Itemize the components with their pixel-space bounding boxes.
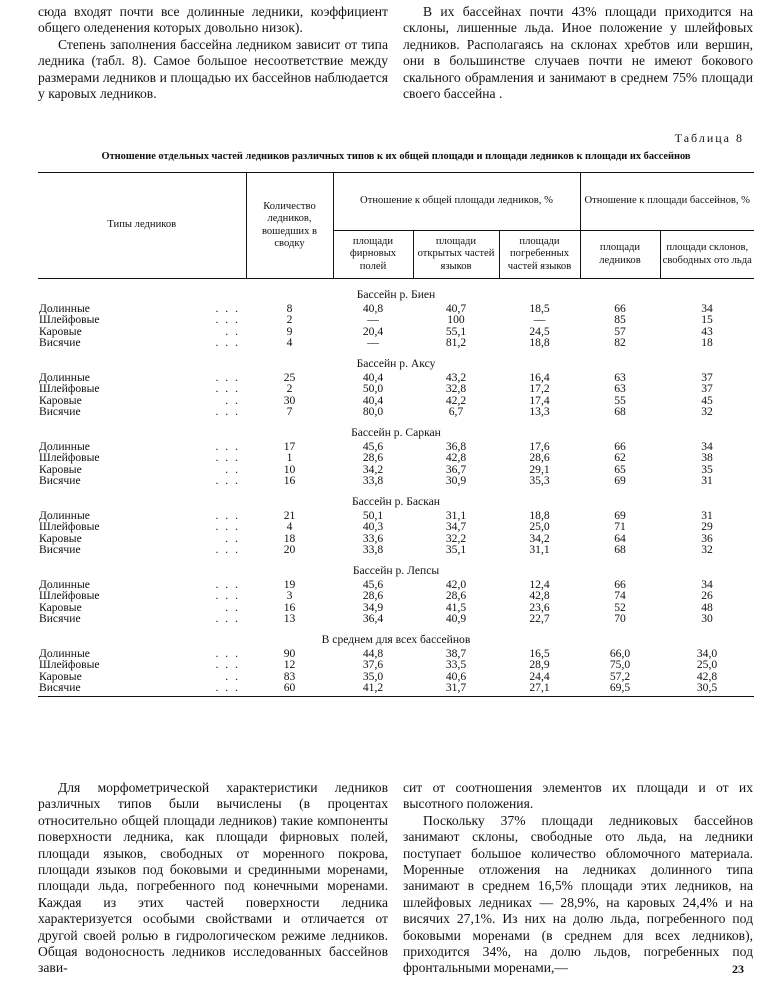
value-cell: 38,7 bbox=[445, 647, 467, 661]
leader-dots: . . . bbox=[215, 611, 240, 625]
table-row bbox=[38, 613, 754, 624]
value-cell: 81,2 bbox=[445, 335, 467, 349]
paragraph: Для морфометрической характеристики ледников различных типов были вычислены (в процентах относительно общей площади ледников) такие компоненты поверхности ледника, как площади фирновых полей, площади языков, свободных от моренного покрова, площади языков под боковыми и срединными моренами, площади льда, погребенного под конечными моренами. Каждая из этих частей поверхности ледника характеризуется особыми свойствами и отличается от другой своей ролью в гидрологическом режиме ледников. Общая водоносность ледников исследованных бассейнов зави- bbox=[38, 780, 388, 976]
value-cell: 34 bbox=[701, 578, 713, 592]
table-row bbox=[38, 510, 754, 521]
value-cell: 40,8 bbox=[362, 302, 384, 316]
section-row bbox=[38, 348, 754, 372]
value-cell: 34,2 bbox=[529, 531, 550, 545]
value-cell: 38 bbox=[701, 451, 713, 465]
value-cell: 65 bbox=[614, 462, 626, 476]
leader-dots: . . . bbox=[215, 451, 240, 465]
leader-dots: . . . bbox=[215, 302, 240, 316]
paragraph: сит от соотношения элементов их площади и от их высотного положения. bbox=[403, 780, 753, 812]
value-cell: 6,7 bbox=[448, 404, 464, 418]
value-cell: 45 bbox=[701, 393, 713, 407]
type-label: Каровые bbox=[39, 600, 82, 614]
value-cell: 3 bbox=[286, 589, 293, 603]
value-cell: 4 bbox=[286, 520, 293, 534]
value-cell: — bbox=[533, 313, 546, 327]
type-label: Шлейфовые bbox=[39, 658, 100, 672]
glacier-table bbox=[38, 172, 754, 697]
value-cell: 17 bbox=[283, 440, 296, 454]
value-cell: 24,5 bbox=[529, 324, 550, 338]
value-cell: 75,0 bbox=[609, 658, 631, 672]
value-cell: 26 bbox=[701, 589, 713, 603]
value-cell: 42,2 bbox=[445, 393, 467, 407]
value-cell: 42,8 bbox=[529, 589, 550, 603]
leader-dots: . . . bbox=[215, 647, 240, 661]
table-row bbox=[38, 648, 754, 659]
type-label: Каровые bbox=[39, 393, 82, 407]
leader-dots: . . . bbox=[215, 680, 240, 694]
value-cell: 37,6 bbox=[362, 658, 384, 672]
value-cell: 41,2 bbox=[333, 682, 413, 697]
glacier-type-cell bbox=[38, 682, 246, 697]
value-cell: 18,5 bbox=[529, 302, 550, 316]
type-label: Долинные bbox=[39, 302, 90, 316]
leader-dots: . . . bbox=[215, 382, 240, 396]
table-row bbox=[38, 533, 754, 544]
type-label: Каровые bbox=[39, 324, 82, 338]
value-cell: 50,0 bbox=[362, 382, 384, 396]
value-cell: 37 bbox=[701, 371, 713, 385]
table-row bbox=[38, 464, 754, 475]
glacier-type-cell bbox=[38, 337, 246, 348]
table-row bbox=[38, 579, 754, 590]
table-row bbox=[38, 682, 754, 697]
value-cell: 40,4 bbox=[362, 371, 384, 385]
bottom-left-column bbox=[38, 780, 388, 977]
value-cell: 28,9 bbox=[529, 658, 550, 672]
value-cell: 28,6 bbox=[362, 451, 384, 465]
value-cell: 40,7 bbox=[445, 302, 467, 316]
value-cell: 1 bbox=[286, 451, 293, 465]
value-cell: 33,6 bbox=[362, 531, 384, 545]
value-cell: 20 bbox=[283, 542, 296, 556]
table-row bbox=[38, 303, 754, 314]
type-label: Шлейфовые bbox=[39, 520, 100, 534]
value-cell: 66 bbox=[614, 578, 626, 592]
value-cell: 25,0 bbox=[529, 520, 550, 534]
value-cell: 16,4 bbox=[529, 371, 550, 385]
leader-dots: . . . bbox=[215, 509, 240, 523]
value-cell: 28,6 bbox=[362, 589, 384, 603]
leader-dots: . . . bbox=[215, 542, 240, 556]
leader-dots: . . bbox=[225, 600, 240, 614]
value-cell: 43 bbox=[701, 324, 713, 338]
value-cell: 69 bbox=[614, 509, 626, 523]
top-right-column bbox=[403, 4, 753, 102]
type-label: Шлейфовые bbox=[39, 313, 100, 327]
glacier-type-cell bbox=[38, 475, 246, 486]
value-cell: 18,8 bbox=[529, 509, 550, 523]
value-cell: 33,5 bbox=[445, 658, 467, 672]
value-cell: 36 bbox=[701, 531, 713, 545]
value-cell: 18,8 bbox=[529, 335, 550, 349]
header-buried: площади погребенных частей языков bbox=[499, 231, 580, 279]
table-row bbox=[38, 395, 754, 406]
value-cell: 25 bbox=[283, 371, 296, 385]
value-cell: 69 bbox=[614, 473, 626, 487]
leader-dots: . . bbox=[225, 462, 240, 476]
value-cell: 52 bbox=[614, 600, 626, 614]
leader-dots: . . . bbox=[215, 658, 240, 672]
value-cell: 23,6 bbox=[529, 600, 550, 614]
leader-dots: . . . bbox=[215, 313, 240, 327]
value-cell: 22,7 bbox=[529, 611, 550, 625]
value-cell: 12,4 bbox=[529, 578, 550, 592]
table-row bbox=[38, 337, 754, 348]
type-label: Каровые bbox=[39, 462, 82, 476]
value-cell: 66 bbox=[614, 302, 626, 316]
leader-dots: . . . bbox=[215, 371, 240, 385]
table-row bbox=[38, 659, 754, 670]
paragraph: Поскольку 37% площади ледниковых бассейнов занимают склоны, свободные ото льда, на ледники поступает большое количество обломочного материала. Моренные отложения на ледниках долинного типа занимают в среднем 16,5% площади этих ледников, на шлейфовых ледниках — 28,9%, на каровых 24,4% и на висячих 27,1%. Из них на долю льда, погребенного под боковыми моренами (в среднем для всех ледников), приходится 34%, на долю льдов, погребенных под фронтальными моренами,— bbox=[403, 812, 753, 976]
value-cell: 40,9 bbox=[445, 611, 467, 625]
value-cell: 44,8 bbox=[362, 647, 384, 661]
value-cell: 32,8 bbox=[445, 382, 467, 396]
value-cell: 36,8 bbox=[445, 440, 467, 454]
value-cell: 10 bbox=[283, 462, 296, 476]
type-label: Висячие bbox=[39, 404, 81, 418]
leader-dots: . . . bbox=[215, 335, 240, 349]
section-row bbox=[38, 417, 754, 441]
value-cell: 83 bbox=[283, 669, 296, 683]
value-cell: 32 bbox=[701, 404, 713, 418]
value-cell: 15 bbox=[701, 313, 713, 327]
value-cell: 42,8 bbox=[696, 669, 718, 683]
leader-dots: . . . bbox=[215, 578, 240, 592]
value-cell: 80,0 bbox=[362, 404, 384, 418]
value-cell: 60 bbox=[246, 682, 333, 697]
value-cell: 30 bbox=[701, 611, 713, 625]
value-cell: 2 bbox=[286, 313, 293, 327]
header-tongues: площади открытых частей языков bbox=[413, 231, 499, 279]
type-label: Шлейфовые bbox=[39, 382, 100, 396]
value-cell: 16,5 bbox=[529, 647, 550, 661]
value-cell: 37 bbox=[701, 382, 713, 396]
value-cell: 17,2 bbox=[529, 382, 550, 396]
table-row bbox=[38, 475, 754, 486]
paragraph: сюда входят почти все долинные ледники, коэффициент общего оледенения которых довольно низок). bbox=[38, 4, 388, 36]
table-row bbox=[38, 671, 754, 682]
value-cell: 24,4 bbox=[529, 669, 550, 683]
section-title: Бассейн р. Лепсы bbox=[352, 564, 440, 578]
value-cell: 18 bbox=[701, 335, 713, 349]
bottom-right-column bbox=[403, 780, 753, 977]
value-cell: 69,5 bbox=[580, 682, 660, 697]
value-cell: 66,0 bbox=[609, 647, 631, 661]
section-row bbox=[38, 555, 754, 579]
glacier-type-cell bbox=[38, 406, 246, 417]
value-cell: 40,6 bbox=[445, 669, 467, 683]
value-cell: 31 bbox=[701, 473, 713, 487]
type-label: Долинные bbox=[39, 509, 90, 523]
value-cell: 45,6 bbox=[362, 440, 384, 454]
type-label: Висячие bbox=[39, 473, 81, 487]
table-row bbox=[38, 372, 754, 383]
leader-dots: . . . bbox=[215, 440, 240, 454]
value-cell: 35,3 bbox=[529, 473, 550, 487]
value-cell: 36,4 bbox=[362, 611, 384, 625]
header-glaciers-area: площади ледников bbox=[580, 231, 660, 279]
value-cell: 63 bbox=[614, 371, 626, 385]
value-cell: 57 bbox=[614, 324, 626, 338]
type-label: Долинные bbox=[39, 578, 90, 592]
table-row bbox=[38, 441, 754, 452]
paragraph: В их бассейнах почти 43% площади приходится на склоны, лишенные льда. Иное положение у шлейфовых ледников. Располагаясь на склонах хребтов или вершин, они в большинстве случаев почти не имеют бокового скального обрамления и занимают в среднем 75% площади своего бассейна . bbox=[403, 4, 753, 102]
value-cell: 43,2 bbox=[445, 371, 467, 385]
value-cell: 74 bbox=[614, 589, 626, 603]
header-ice-free: площади склонов, свободных ото льда bbox=[660, 231, 754, 279]
value-cell: 25,0 bbox=[696, 658, 718, 672]
value-cell: 50,1 bbox=[362, 509, 384, 523]
section-title: Бассейн р. Саркан bbox=[351, 426, 441, 440]
header-firn: площади фирновых полей bbox=[333, 231, 413, 279]
value-cell: — bbox=[367, 335, 379, 349]
value-cell: 57,2 bbox=[609, 669, 631, 683]
value-cell: 32,2 bbox=[445, 531, 467, 545]
type-label: Долинные bbox=[39, 371, 90, 385]
value-cell: 42,8 bbox=[445, 451, 467, 465]
value-cell: 29 bbox=[701, 520, 713, 534]
type-label: Висячие bbox=[39, 680, 81, 694]
value-cell: 34,9 bbox=[362, 600, 384, 614]
section-title: Бассейн р. Аксу bbox=[356, 357, 436, 371]
section-row bbox=[38, 486, 754, 510]
value-cell: 29,1 bbox=[529, 462, 550, 476]
section-title: Бассейн р. Баскан bbox=[351, 495, 441, 509]
top-left-column bbox=[38, 4, 388, 102]
header-types: Типы ледников bbox=[38, 173, 246, 279]
table-row bbox=[38, 383, 754, 394]
glacier-type-cell bbox=[38, 544, 246, 555]
table-caption: Отношение отдельных частей ледников различных типов к их общей площади и площади ледников к площади их бассейнов bbox=[101, 151, 691, 162]
value-cell: 63 bbox=[614, 382, 626, 396]
value-cell: 28,6 bbox=[529, 451, 550, 465]
value-cell: 17,6 bbox=[529, 440, 550, 454]
type-label: Шлейфовые bbox=[39, 451, 100, 465]
value-cell: 42,0 bbox=[445, 578, 467, 592]
header-group-glacier-area: Отношение к общей площади ледников, % bbox=[333, 173, 580, 231]
value-cell: 12 bbox=[283, 658, 296, 672]
header-count: Количество ледников, вошедших в сводку bbox=[246, 173, 333, 279]
type-label: Долинные bbox=[39, 440, 90, 454]
glacier-type-cell bbox=[38, 613, 246, 624]
value-cell: 16 bbox=[283, 473, 296, 487]
leader-dots: . . bbox=[225, 669, 240, 683]
table-row bbox=[38, 452, 754, 463]
value-cell: 41,5 bbox=[445, 600, 467, 614]
value-cell: 13,3 bbox=[529, 404, 550, 418]
value-cell: 68 bbox=[614, 404, 626, 418]
value-cell: 31,1 bbox=[529, 542, 550, 556]
leader-dots: . . . bbox=[215, 473, 240, 487]
value-cell: 35,1 bbox=[445, 542, 467, 556]
section-title: Бассейн р. Биен bbox=[356, 288, 436, 301]
leader-dots: . . . bbox=[215, 404, 240, 418]
value-cell: 33,8 bbox=[362, 542, 384, 556]
value-cell: 100 bbox=[447, 313, 465, 327]
section-row bbox=[38, 624, 754, 648]
section-title: В среднем для всех бассейнов bbox=[321, 633, 471, 647]
leader-dots: . . . bbox=[215, 520, 240, 534]
value-cell: 34,7 bbox=[445, 520, 467, 534]
type-label: Висячие bbox=[39, 335, 81, 349]
value-cell: 40,4 bbox=[362, 393, 384, 407]
value-cell: 8 bbox=[286, 302, 293, 316]
value-cell: 20,4 bbox=[362, 324, 384, 338]
value-cell: 30 bbox=[283, 393, 296, 407]
table-label: Таблица 8 bbox=[674, 131, 744, 145]
value-cell: 31,7 bbox=[413, 682, 499, 697]
value-cell: 33,8 bbox=[362, 473, 384, 487]
value-cell: 90 bbox=[283, 647, 296, 661]
table-row bbox=[38, 326, 754, 337]
value-cell: 31,1 bbox=[445, 509, 467, 523]
value-cell: 62 bbox=[614, 451, 626, 465]
page-number: 23 bbox=[732, 962, 744, 976]
value-cell: 70 bbox=[614, 611, 626, 625]
value-cell: 7 bbox=[286, 404, 293, 418]
value-cell: 4 bbox=[286, 335, 293, 349]
value-cell: — bbox=[367, 313, 379, 327]
value-cell: 18 bbox=[283, 531, 296, 545]
value-cell: 9 bbox=[286, 324, 293, 338]
table-row bbox=[38, 544, 754, 555]
value-cell: 66 bbox=[614, 440, 626, 454]
table-row bbox=[38, 314, 754, 325]
value-cell: 27,1 bbox=[499, 682, 580, 697]
type-label: Висячие bbox=[39, 611, 81, 625]
value-cell: 64 bbox=[614, 531, 626, 545]
leader-dots: . . bbox=[225, 393, 240, 407]
value-cell: 32 bbox=[701, 542, 713, 556]
value-cell: 48 bbox=[701, 600, 713, 614]
value-cell: 19 bbox=[283, 578, 296, 592]
section-row bbox=[38, 279, 754, 304]
value-cell: 68 bbox=[614, 542, 626, 556]
value-cell: 31 bbox=[701, 509, 713, 523]
type-label: Долинные bbox=[39, 647, 90, 661]
value-cell: 55 bbox=[614, 393, 626, 407]
value-cell: 45,6 bbox=[362, 578, 384, 592]
value-cell: 30,5 bbox=[660, 682, 754, 697]
value-cell: 35,0 bbox=[362, 669, 384, 683]
header-group-basin-area: Отношение к площади бассейнов, % bbox=[580, 173, 754, 231]
value-cell: 71 bbox=[614, 520, 626, 534]
value-cell: 55,1 bbox=[445, 324, 467, 338]
value-cell: 21 bbox=[283, 509, 296, 523]
value-cell: 2 bbox=[286, 382, 293, 396]
value-cell: 36,7 bbox=[445, 462, 467, 476]
value-cell: 34,0 bbox=[696, 647, 718, 661]
type-label: Шлейфовые bbox=[39, 589, 100, 603]
table-row bbox=[38, 521, 754, 532]
paragraph: Степень заполнения бассейна ледником зависит от типа ледника (табл. 8). Самое большое несоответствие между размерами ледников и площадью их бассейнов наблюдается у каровых ледников. bbox=[38, 36, 388, 102]
value-cell: 30,9 bbox=[445, 473, 467, 487]
value-cell: 40,3 bbox=[362, 520, 384, 534]
value-cell: 28,6 bbox=[445, 589, 467, 603]
table-body bbox=[38, 279, 754, 697]
value-cell: 13 bbox=[283, 611, 296, 625]
value-cell: 35 bbox=[701, 462, 713, 476]
type-label: Висячие bbox=[39, 542, 81, 556]
value-cell: 16 bbox=[283, 600, 296, 614]
value-cell: 17,4 bbox=[529, 393, 550, 407]
value-cell: 85 bbox=[614, 313, 626, 327]
value-cell: 82 bbox=[614, 335, 626, 349]
type-label: Каровые bbox=[39, 669, 82, 683]
type-label: Каровые bbox=[39, 531, 82, 545]
value-cell: 34,2 bbox=[362, 462, 384, 476]
leader-dots: . . bbox=[225, 531, 240, 545]
value-cell: 34 bbox=[701, 302, 713, 316]
table-row bbox=[38, 602, 754, 613]
leader-dots: . . . bbox=[215, 589, 240, 603]
leader-dots: . . bbox=[225, 324, 240, 338]
table-row bbox=[38, 406, 754, 417]
table-row bbox=[38, 590, 754, 601]
value-cell: 34 bbox=[701, 440, 713, 454]
